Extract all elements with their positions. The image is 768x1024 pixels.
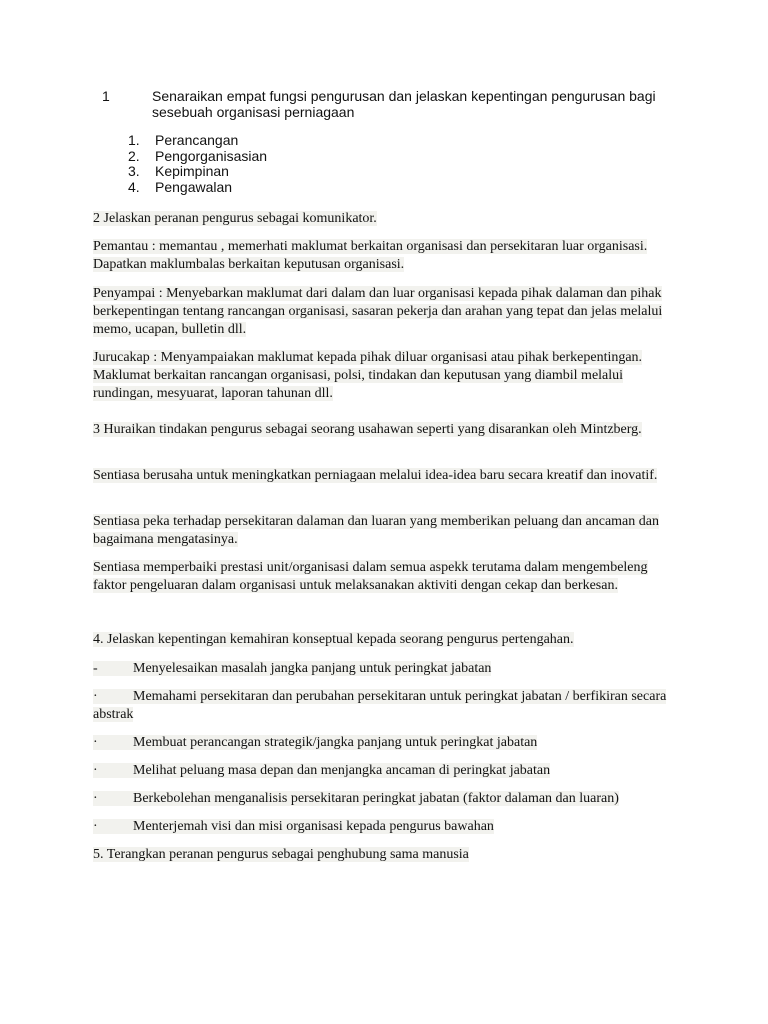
- list-item: · Membuat perancangan strategik/jangka panjang untuk peringkat jabatan: [93, 735, 538, 750]
- list-item: · Melihat peluang masa depan dan menjangka ancaman di peringkat jabatan: [93, 763, 551, 778]
- list-item: 3. Kepimpinan: [128, 163, 229, 179]
- question-2-title: 2 Jelaskan peranan pengurus sebagai komunikator.: [93, 211, 377, 226]
- question-1-text: Senaraikan empat fungsi pengurusan dan jelaskan kepentingan pengurusan bagi sesebuah organisasi perniagaan: [152, 88, 656, 120]
- question-3-title: 3 Huraikan tindakan pengurus sebagai seorang usahawan seperti yang disarankan oleh Mintzberg.: [93, 422, 642, 437]
- list-item: - Menyelesaikan masalah jangka panjang untuk peringkat jabatan: [93, 661, 492, 676]
- list-item: 1. Perancangan: [128, 132, 239, 148]
- question-5-title: 5. Terangkan peranan pengurus sebagai penghubung sama manusia: [93, 847, 469, 862]
- question-3-paragraph-2: Sentiasa peka terhadap persekitaran dalaman dan luaran yang memberikan peluang dan ancaman dan bagaimana mengatasinya.: [93, 514, 659, 547]
- management-functions-list: [128, 133, 267, 195]
- question-2-paragraph-1: Pemantau : memantau , memerhati maklumat berkaitan organisasi dan persekitaran luar organisasi. Dapatkan maklumbalas berkaitan keputusan organisasi.: [93, 239, 648, 272]
- question-2-paragraph-2: Penyampai : Menyebarkan maklumat dari dalam dan luar organisasi kepada pihak dalaman dan pihak berkepentingan tentang rancangan organisasi, sasaran pekerja dan arahan yang tepat dan jelas melalui memo, ucapan, bulletin dll.: [93, 286, 663, 337]
- list-item: · Menterjemah visi dan misi organisasi kepada pengurus bawahan: [93, 819, 494, 834]
- list-item: · Memahami persekitaran dan perubahan persekitaran untuk peringkat jabatan / berfikiran secara abstrak: [93, 689, 667, 722]
- list-item: 4. Pengawalan: [128, 178, 233, 195]
- question-1-number: 1: [102, 88, 110, 104]
- list-item: 2. Pengorganisasian: [128, 147, 268, 164]
- list-item: · Berkebolehan menganalisis persekitaran peringkat jabatan (faktor dalaman dan luaran): [93, 791, 619, 806]
- question-2-paragraph-3: Jurucakap : Menyampaiakan maklumat kepada pihak diluar organisasi atau pihak berkepentingan. Maklumat berkaitan rancangan organisasi, polsi, tindakan dan keputusan yang diambil melalui rundingan, mesyuarat, laporan tahunan dll.: [93, 350, 643, 401]
- question-4-title: 4. Jelaskan kepentingan kemahiran konseptual kepada seorang pengurus pertengahan.: [93, 632, 574, 647]
- question-3-paragraph-3: Sentiasa memperbaiki prestasi unit/organisasi dalam semua aspekk terutama dalam mengembeleng faktor pengeluaran dalam organisasi untuk melaksanakan aktiviti dengan cekap dan berkesan.: [93, 560, 648, 593]
- question-3-paragraph-1: Sentiasa berusaha untuk meningkatkan perniagaan melalui idea-idea baru secara kreatif dan inovatif.: [93, 468, 658, 483]
